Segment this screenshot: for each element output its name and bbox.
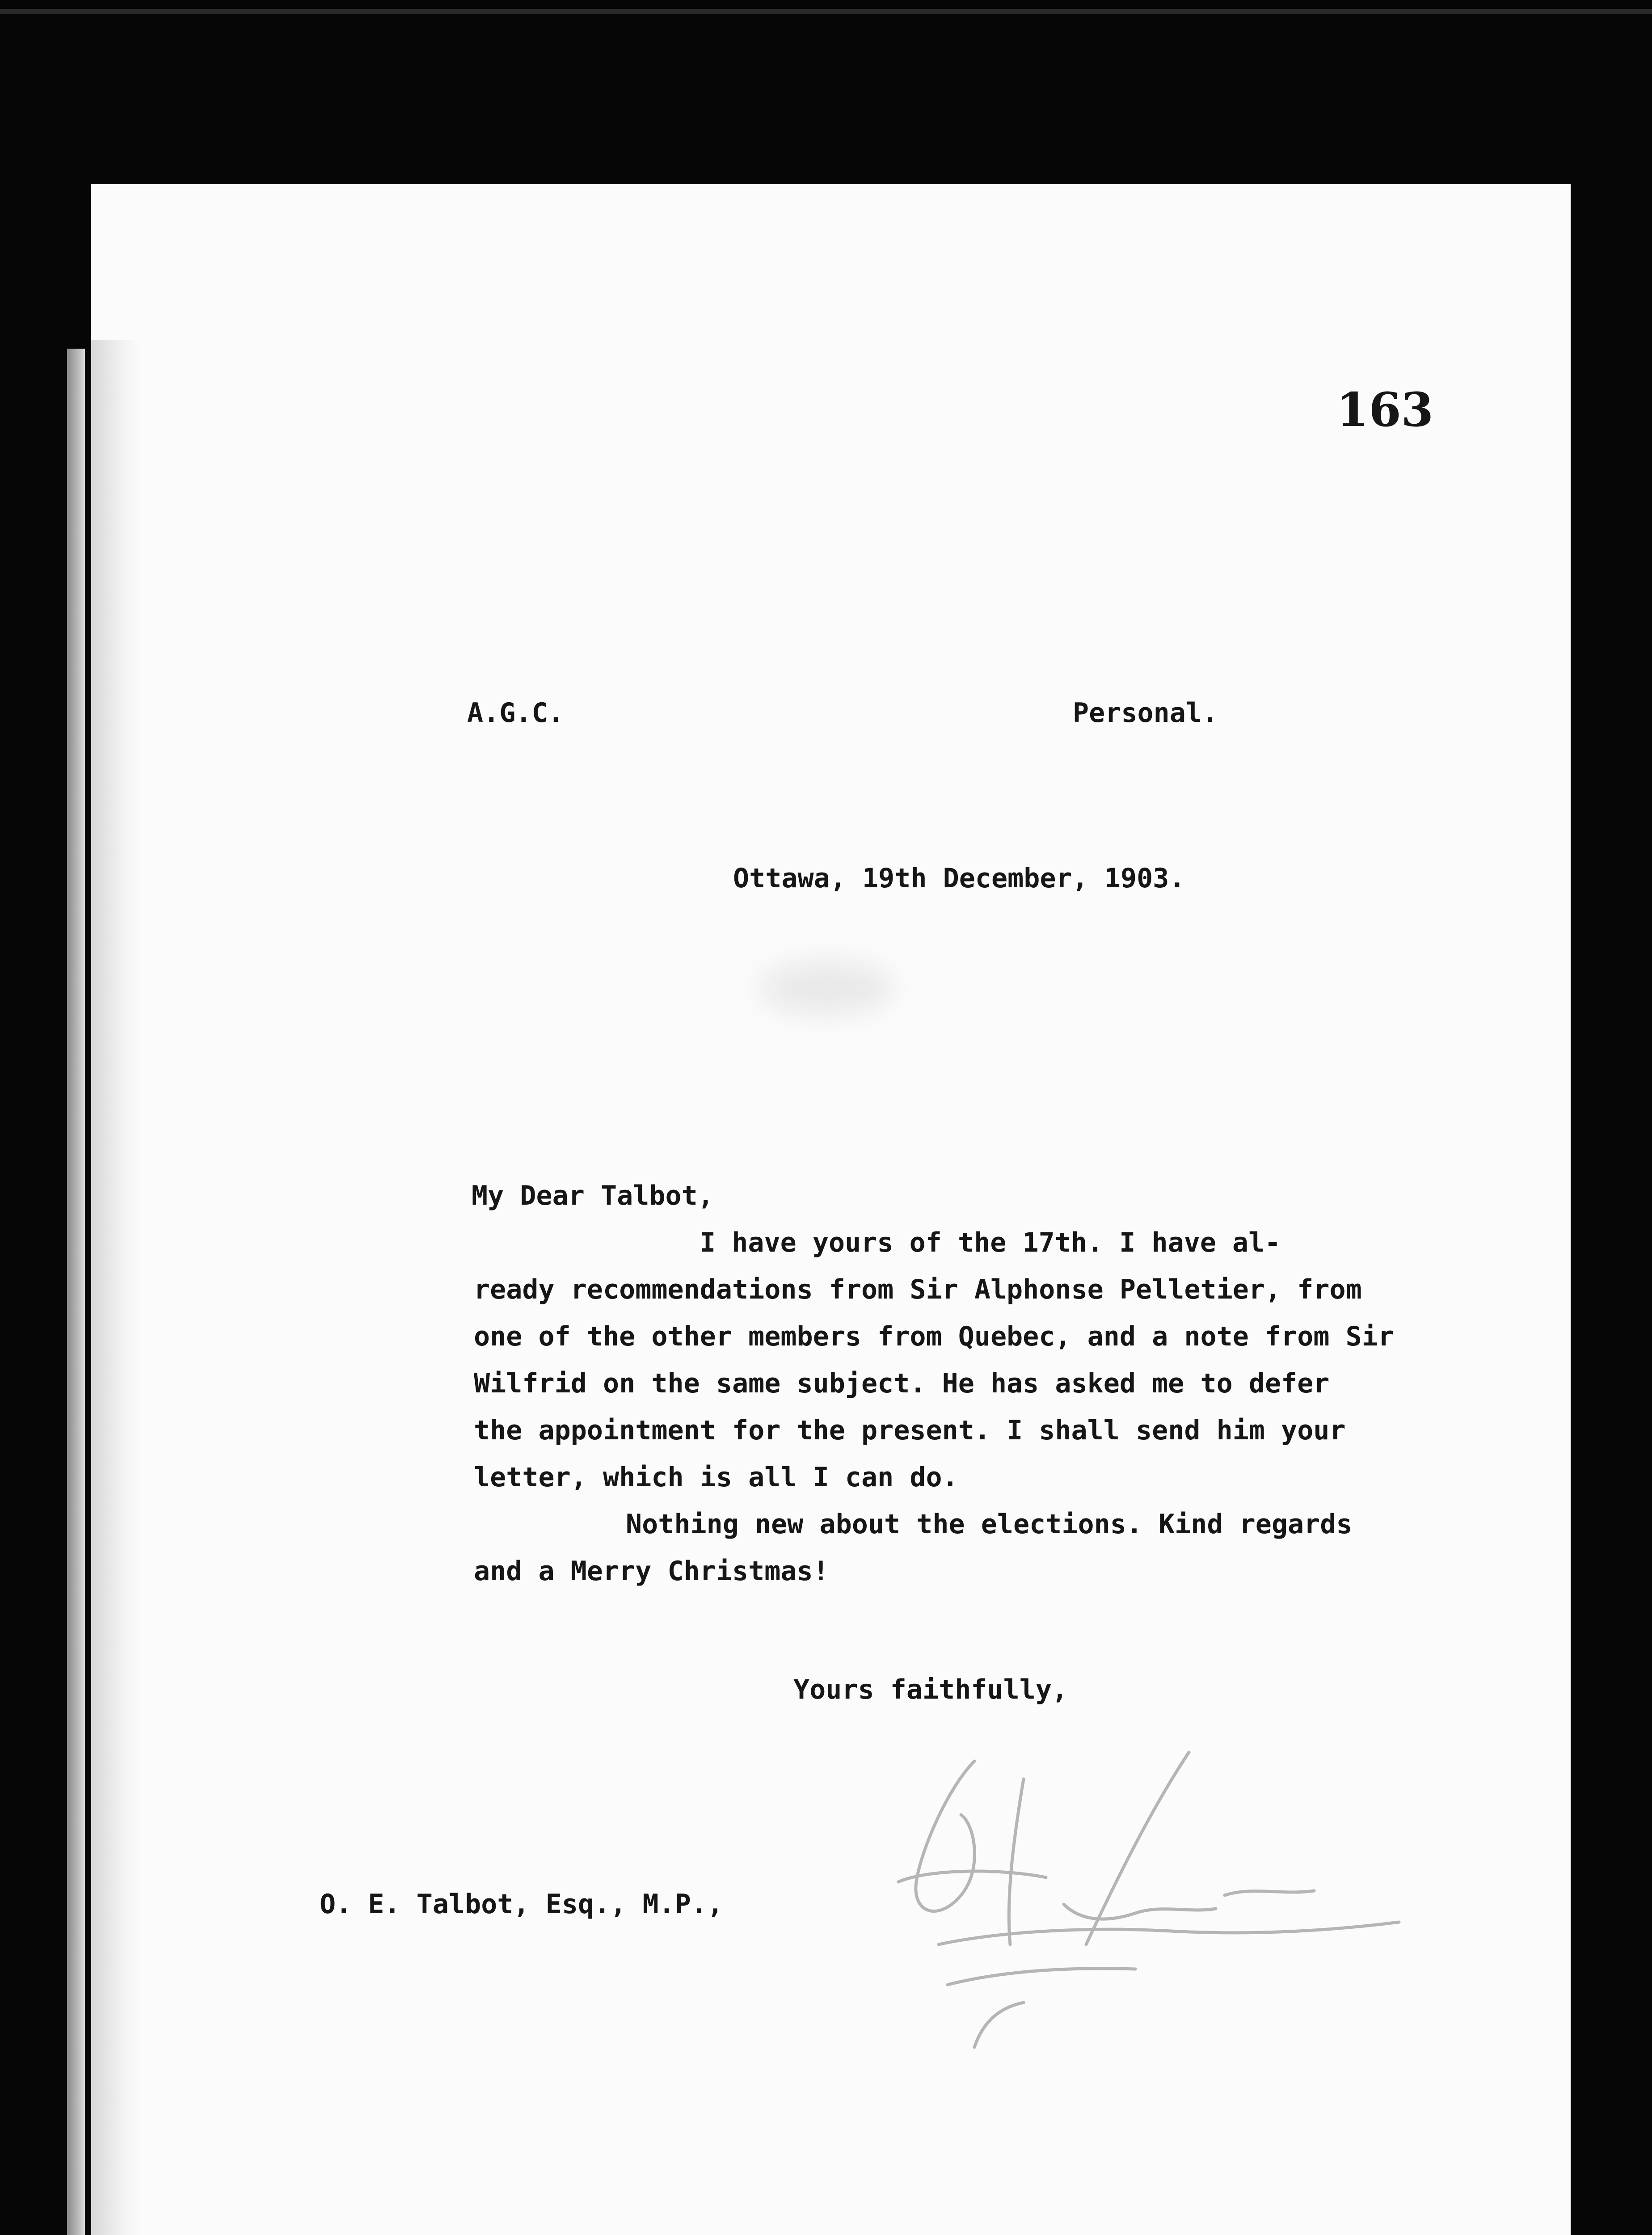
salutation: My Dear Talbot, [472, 1180, 714, 1211]
header-personal: Personal. [1073, 697, 1218, 729]
film-edge [0, 9, 1652, 14]
dateline: Ottawa, 19th December, 1903. [733, 863, 1185, 894]
body-line: and a Merry Christmas! [474, 1556, 829, 1587]
header-initials: A.G.C. [467, 697, 564, 729]
body-line: Wilfrid on the same subject. He has asked me to defer [474, 1368, 1330, 1399]
paper-stain [760, 961, 894, 1015]
body-line: Nothing new about the elections. Kind regards [626, 1509, 1353, 1540]
page-number: 163 [1336, 382, 1434, 437]
signature-image [813, 1734, 1484, 2092]
body-line: letter, which is all I can do. [474, 1462, 958, 1493]
page-edge-strip [67, 349, 85, 2235]
addressee: O. E. Talbot, Esq., M.P., [320, 1889, 724, 1920]
page-shadow [91, 340, 140, 2235]
closing: Yours faithfully, [793, 1674, 1068, 1705]
body-line: the appointment for the present. I shall send him your [474, 1415, 1346, 1446]
body-line: one of the other members from Quebec, and a note from Sir [474, 1321, 1395, 1352]
body-line: I have yours of the 17th. I have al- [700, 1227, 1281, 1258]
body-line: ready recommendations from Sir Alphonse Pelletier, from [474, 1274, 1362, 1305]
